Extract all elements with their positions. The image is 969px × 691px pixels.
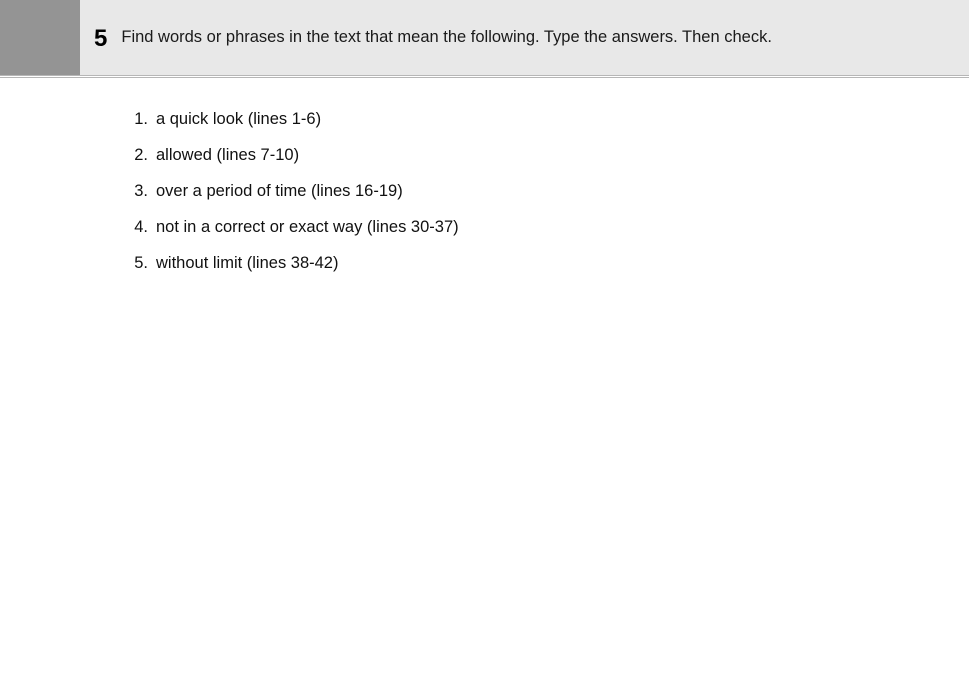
- question-number: 2.: [134, 146, 148, 164]
- question-number: 4.: [134, 218, 148, 236]
- list-item: [126, 110, 826, 129]
- question-text: allowed (lines 7-10): [156, 146, 300, 164]
- list-item: [126, 146, 826, 165]
- question-text: over a period of time (lines 16-19): [156, 182, 403, 200]
- header-divider: [0, 75, 969, 78]
- question-number: 3.: [134, 182, 148, 200]
- question-text: a quick look (lines 1-6): [156, 110, 322, 128]
- exercise-number: 5: [94, 24, 108, 52]
- question-text: without limit (lines 38-42): [156, 254, 339, 272]
- header-color-block: [0, 0, 80, 75]
- question-number: 1.: [134, 110, 148, 128]
- exercise-header: [0, 0, 969, 75]
- question-text: not in a correct or exact way (lines 30-37): [156, 218, 459, 236]
- question-list: [126, 110, 826, 290]
- header-content: [94, 0, 969, 75]
- list-item: [126, 254, 826, 273]
- exercise-instruction: Find words or phrases in the text that mean the following. Type the answers. Then check.: [121, 27, 772, 46]
- list-item: [126, 218, 826, 237]
- exercise-body: [0, 79, 969, 691]
- list-item: [126, 182, 826, 201]
- question-number: 5.: [134, 254, 148, 272]
